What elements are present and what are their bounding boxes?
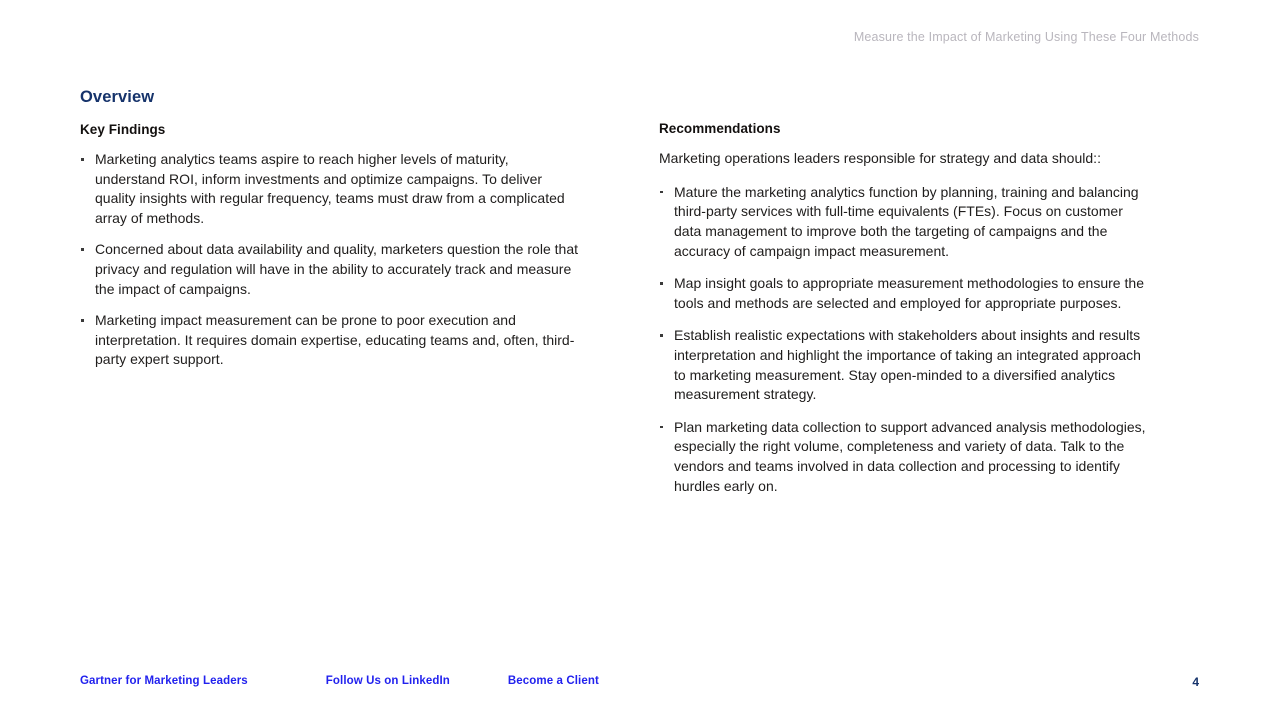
footer-link-follow-us-on-linkedin[interactable]: Follow Us on LinkedIn — [325, 675, 450, 687]
recommendations-lead-text: Marketing operations leaders responsible for strategy and data should:: — [659, 150, 1101, 167]
list-item: Mature the marketing analytics function by planning, training and balancing third-party services with full-time equivalents (FTEs). Focus on customer data management to improve both the targeting of campaigns and the accuracy of campaign impact measurement. — [659, 183, 1154, 261]
recommendations-list — [659, 183, 1154, 496]
footer-link-become-a-client[interactable]: Become a Client — [507, 675, 599, 687]
running-header: Measure the Impact of Marketing Using These Four Methods — [853, 30, 1199, 44]
list-item: Plan marketing data collection to support advanced analysis methodologies, especially the right volume, completeness and variety of data. Talk to the vendors and teams involved in data collection and processing to identify hurdles early on. — [659, 418, 1154, 496]
list-item: Marketing impact measurement can be prone to poor execution and interpretation. It requires domain expertise, educating teams and, often, third-party expert support. — [80, 311, 580, 370]
key-findings-column — [80, 88, 580, 370]
page-title: Overview — [80, 88, 155, 106]
page-number: 4 — [1192, 675, 1199, 689]
recommendations-column — [659, 121, 1154, 509]
list-item: Concerned about data availability and quality, marketers question the role that privacy and regulation will have in the ability to accurately track and measure the impact of campaigns. — [80, 240, 580, 299]
list-item: Establish realistic expectations with stakeholders about insights and results interpretation and highlight the importance of taking an integrated approach to marketing measurement. Stay open-minded to a diversified analytics measurement strategy. — [659, 326, 1154, 404]
footer-link-gartner-for-marketing-leaders[interactable]: Gartner for Marketing Leaders — [80, 675, 248, 687]
footer — [80, 675, 599, 687]
list-item: Map insight goals to appropriate measurement methodologies to ensure the tools and methods are selected and employed for appropriate purposes. — [659, 274, 1154, 313]
list-item: Marketing analytics teams aspire to reach higher levels of maturity, understand ROI, inform investments and optimize campaigns. To deliver quality insights with regular frequency, teams must draw from a complicated array of methods. — [80, 150, 580, 228]
key-findings-list — [80, 150, 580, 370]
recommendations-heading: Recommendations — [659, 121, 781, 136]
key-findings-heading: Key Findings — [80, 121, 166, 137]
